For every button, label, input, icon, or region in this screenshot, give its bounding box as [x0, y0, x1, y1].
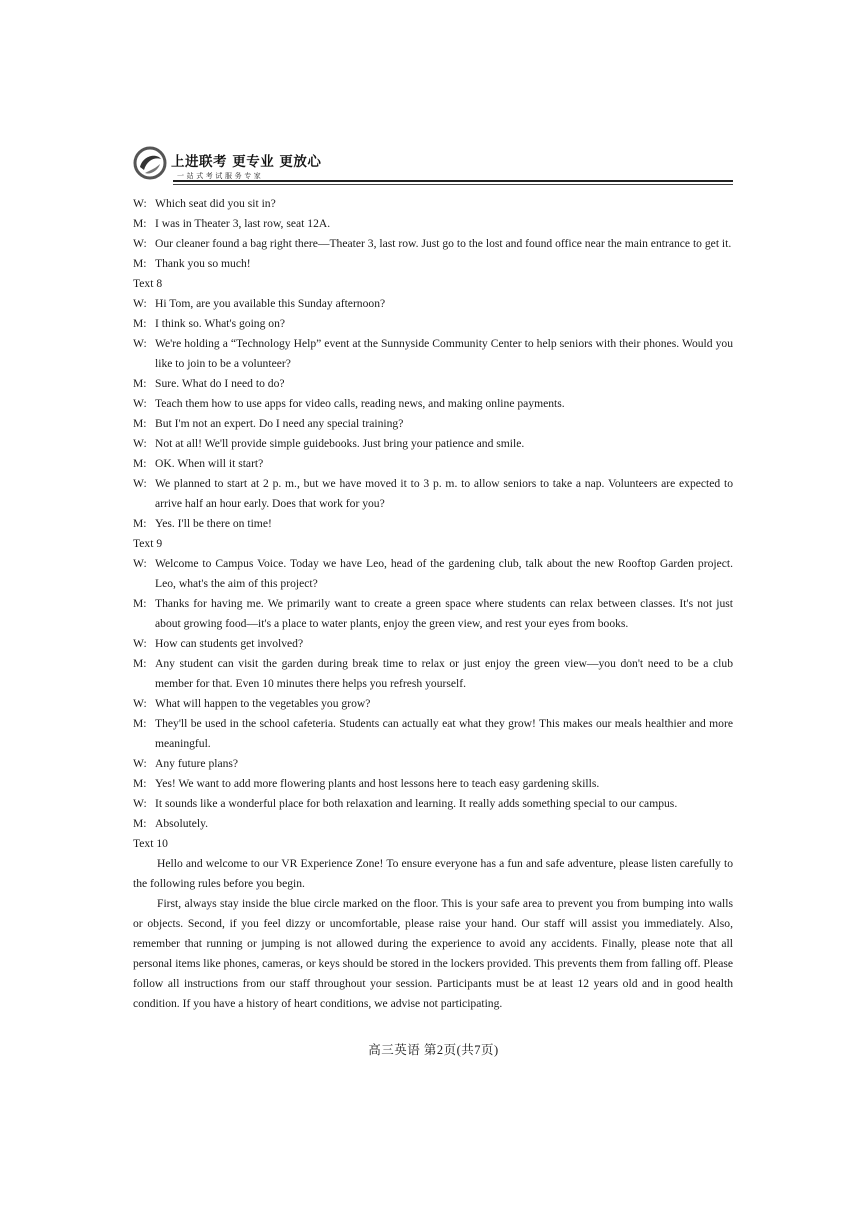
dialogue-line: [133, 714, 733, 754]
speaker-label: W:: [133, 477, 147, 490]
speaker-label: M:: [133, 717, 147, 730]
speaker-label: W:: [133, 197, 147, 210]
text9-label: Text 9: [133, 537, 163, 550]
utterance-text: Not at all! We'll provide simple guidebooks. Just bring your patience and smile.: [155, 437, 525, 450]
utterance-text: Welcome to Campus Voice. Today we have Leo, head of the gardening club, talk about the new Rooftop Garden project. Leo, what's the aim of this project?: [155, 557, 733, 590]
dialogue-line: [133, 654, 733, 694]
speaker-label: W:: [133, 637, 147, 650]
speaker-label: W:: [133, 797, 147, 810]
header-rule: [173, 180, 733, 182]
utterance-text: Hi Tom, are you available this Sunday afternoon?: [155, 297, 386, 310]
dialogue-line: [133, 294, 733, 314]
speaker-label: M:: [133, 777, 147, 790]
utterance-text: Absolutely.: [155, 817, 209, 830]
utterance-text: We planned to start at 2 p. m., but we have moved it to 3 p. m. to allow seniors to take a nap. Volunteers are expected to arrive half an hour early. Does that work for you?: [155, 477, 733, 510]
speaker-label: M:: [133, 257, 147, 270]
dialogue-line: [133, 194, 733, 214]
header-slogan: 上进联考 更专业 更放心: [171, 154, 322, 170]
text10-monologue: [133, 854, 733, 1014]
page-footer: 高三英语 第2页(共7页): [368, 1043, 499, 1057]
speaker-label: M:: [133, 377, 147, 390]
dialogue-line: [133, 234, 733, 254]
utterance-text: Sure. What do I need to do?: [155, 377, 285, 390]
speaker-label: W:: [133, 397, 147, 410]
monologue-paragraph: Hello and welcome to our VR Experience Zone! To ensure everyone has a fun and safe adventure, please listen carefully to the following rules before you begin.: [133, 857, 733, 890]
dialogue-line: [133, 594, 733, 634]
utterance-text: OK. When will it start?: [155, 457, 264, 470]
utterance-text: Which seat did you sit in?: [155, 197, 276, 210]
utterance-text: Yes! We want to add more flowering plants and host lessons here to teach easy gardening skills.: [155, 777, 600, 790]
utterance-text: Teach them how to use apps for video calls, reading news, and making online payments.: [155, 397, 565, 410]
utterance-text: Thank you so much!: [155, 257, 251, 270]
transcript-content: [133, 194, 733, 1014]
utterance-text: Our cleaner found a bag right there—Theater 3, last row. Just go to the lost and found office near the main entrance to get it.: [155, 237, 732, 250]
utterance-text: How can students get involved?: [155, 637, 304, 650]
utterance-text: Thanks for having me. We primarily want to create a green space where students can relax between classes. It's not just about growing food—it's a place to water plants, enjoy the green view, and rest your eyes from books.: [155, 597, 733, 630]
speaker-label: M:: [133, 657, 147, 670]
dialogue-line: [133, 214, 733, 234]
speaker-label: W:: [133, 437, 147, 450]
header-rule-thin: [173, 184, 733, 185]
speaker-label: W:: [133, 697, 147, 710]
speaker-label: M:: [133, 817, 147, 830]
speaker-label: M:: [133, 217, 147, 230]
speaker-label: W:: [133, 337, 147, 350]
utterance-text: They'll be used in the school cafeteria. Students can actually eat what they grow! This makes our meals healthier and more meaningful.: [155, 717, 733, 750]
dialogue-line: [133, 374, 733, 394]
dialogue-line: [133, 794, 733, 814]
utterance-text: It sounds like a wonderful place for both relaxation and learning. It really adds something special to our campus.: [155, 797, 678, 810]
dialogue-line: [133, 254, 733, 274]
dialogue-line: [133, 514, 733, 534]
dialogue-line: [133, 814, 733, 834]
dialogue-line: [133, 414, 733, 434]
dialogue-line: [133, 554, 733, 594]
dialogue-line: [133, 754, 733, 774]
utterance-text: What will happen to the vegetables you grow?: [155, 697, 371, 710]
utterance-text: I think so. What's going on?: [155, 317, 286, 330]
dialogue-line: [133, 334, 733, 374]
dialogue-line: [133, 634, 733, 654]
utterance-text: Any future plans?: [155, 757, 239, 770]
header-tagline: 一站式考试服务专家: [177, 172, 264, 180]
text8-dialogue: [133, 294, 733, 534]
dialogue-line: [133, 314, 733, 334]
text9-dialogue: [133, 554, 733, 834]
utterance-text: Yes. I'll be there on time!: [155, 517, 272, 530]
speaker-label: M:: [133, 597, 147, 610]
speaker-label: M:: [133, 457, 147, 470]
monologue-paragraph: First, always stay inside the blue circle marked on the floor. This is your safe area to prevent you from bumping into walls or objects. Second, if you feel dizzy or uncomfortable, please raise your hand. Our staff will assist you immediately. Also, remember that running or jumping is not allowed during the experience to avoid any accidents. Finally, please note that all personal items like phones, cameras, or keys should be stored in the lockers provided. This prevents them from falling off. Please follow all instructions from our staff throughout your session. Participants must be at least 12 years old and in good health condition. If you have a history of heart conditions, we advise not participating.: [133, 897, 733, 1010]
utterance-text: Any student can visit the garden during break time to relax or just enjoy the green view—you don't need to be a club member for that. Even 10 minutes there helps you refresh yourself.: [155, 657, 733, 690]
text8-label: Text 8: [133, 277, 163, 290]
speaker-label: W:: [133, 237, 147, 250]
text10-label: Text 10: [133, 837, 168, 850]
utterance-text: We're holding a “Technology Help” event at the Sunnyside Community Center to help seniors with their phones. Would you like to join to be a volunteer?: [155, 337, 733, 370]
utterance-text: I was in Theater 3, last row, seat 12A.: [155, 217, 331, 230]
dialogue-line: [133, 394, 733, 414]
speaker-label: M:: [133, 317, 147, 330]
logo-swirl-icon: [133, 146, 167, 180]
dialogue-line: [133, 694, 733, 714]
dialogue-line: [133, 454, 733, 474]
text7-dialogue: [133, 194, 733, 274]
speaker-label: W:: [133, 557, 147, 570]
utterance-text: But I'm not an expert. Do I need any special training?: [155, 417, 404, 430]
dialogue-line: [133, 434, 733, 454]
dialogue-line: [133, 774, 733, 794]
speaker-label: M:: [133, 517, 147, 530]
speaker-label: W:: [133, 297, 147, 310]
dialogue-line: [133, 474, 733, 514]
page-header: [133, 146, 733, 188]
speaker-label: W:: [133, 757, 147, 770]
speaker-label: M:: [133, 417, 147, 430]
